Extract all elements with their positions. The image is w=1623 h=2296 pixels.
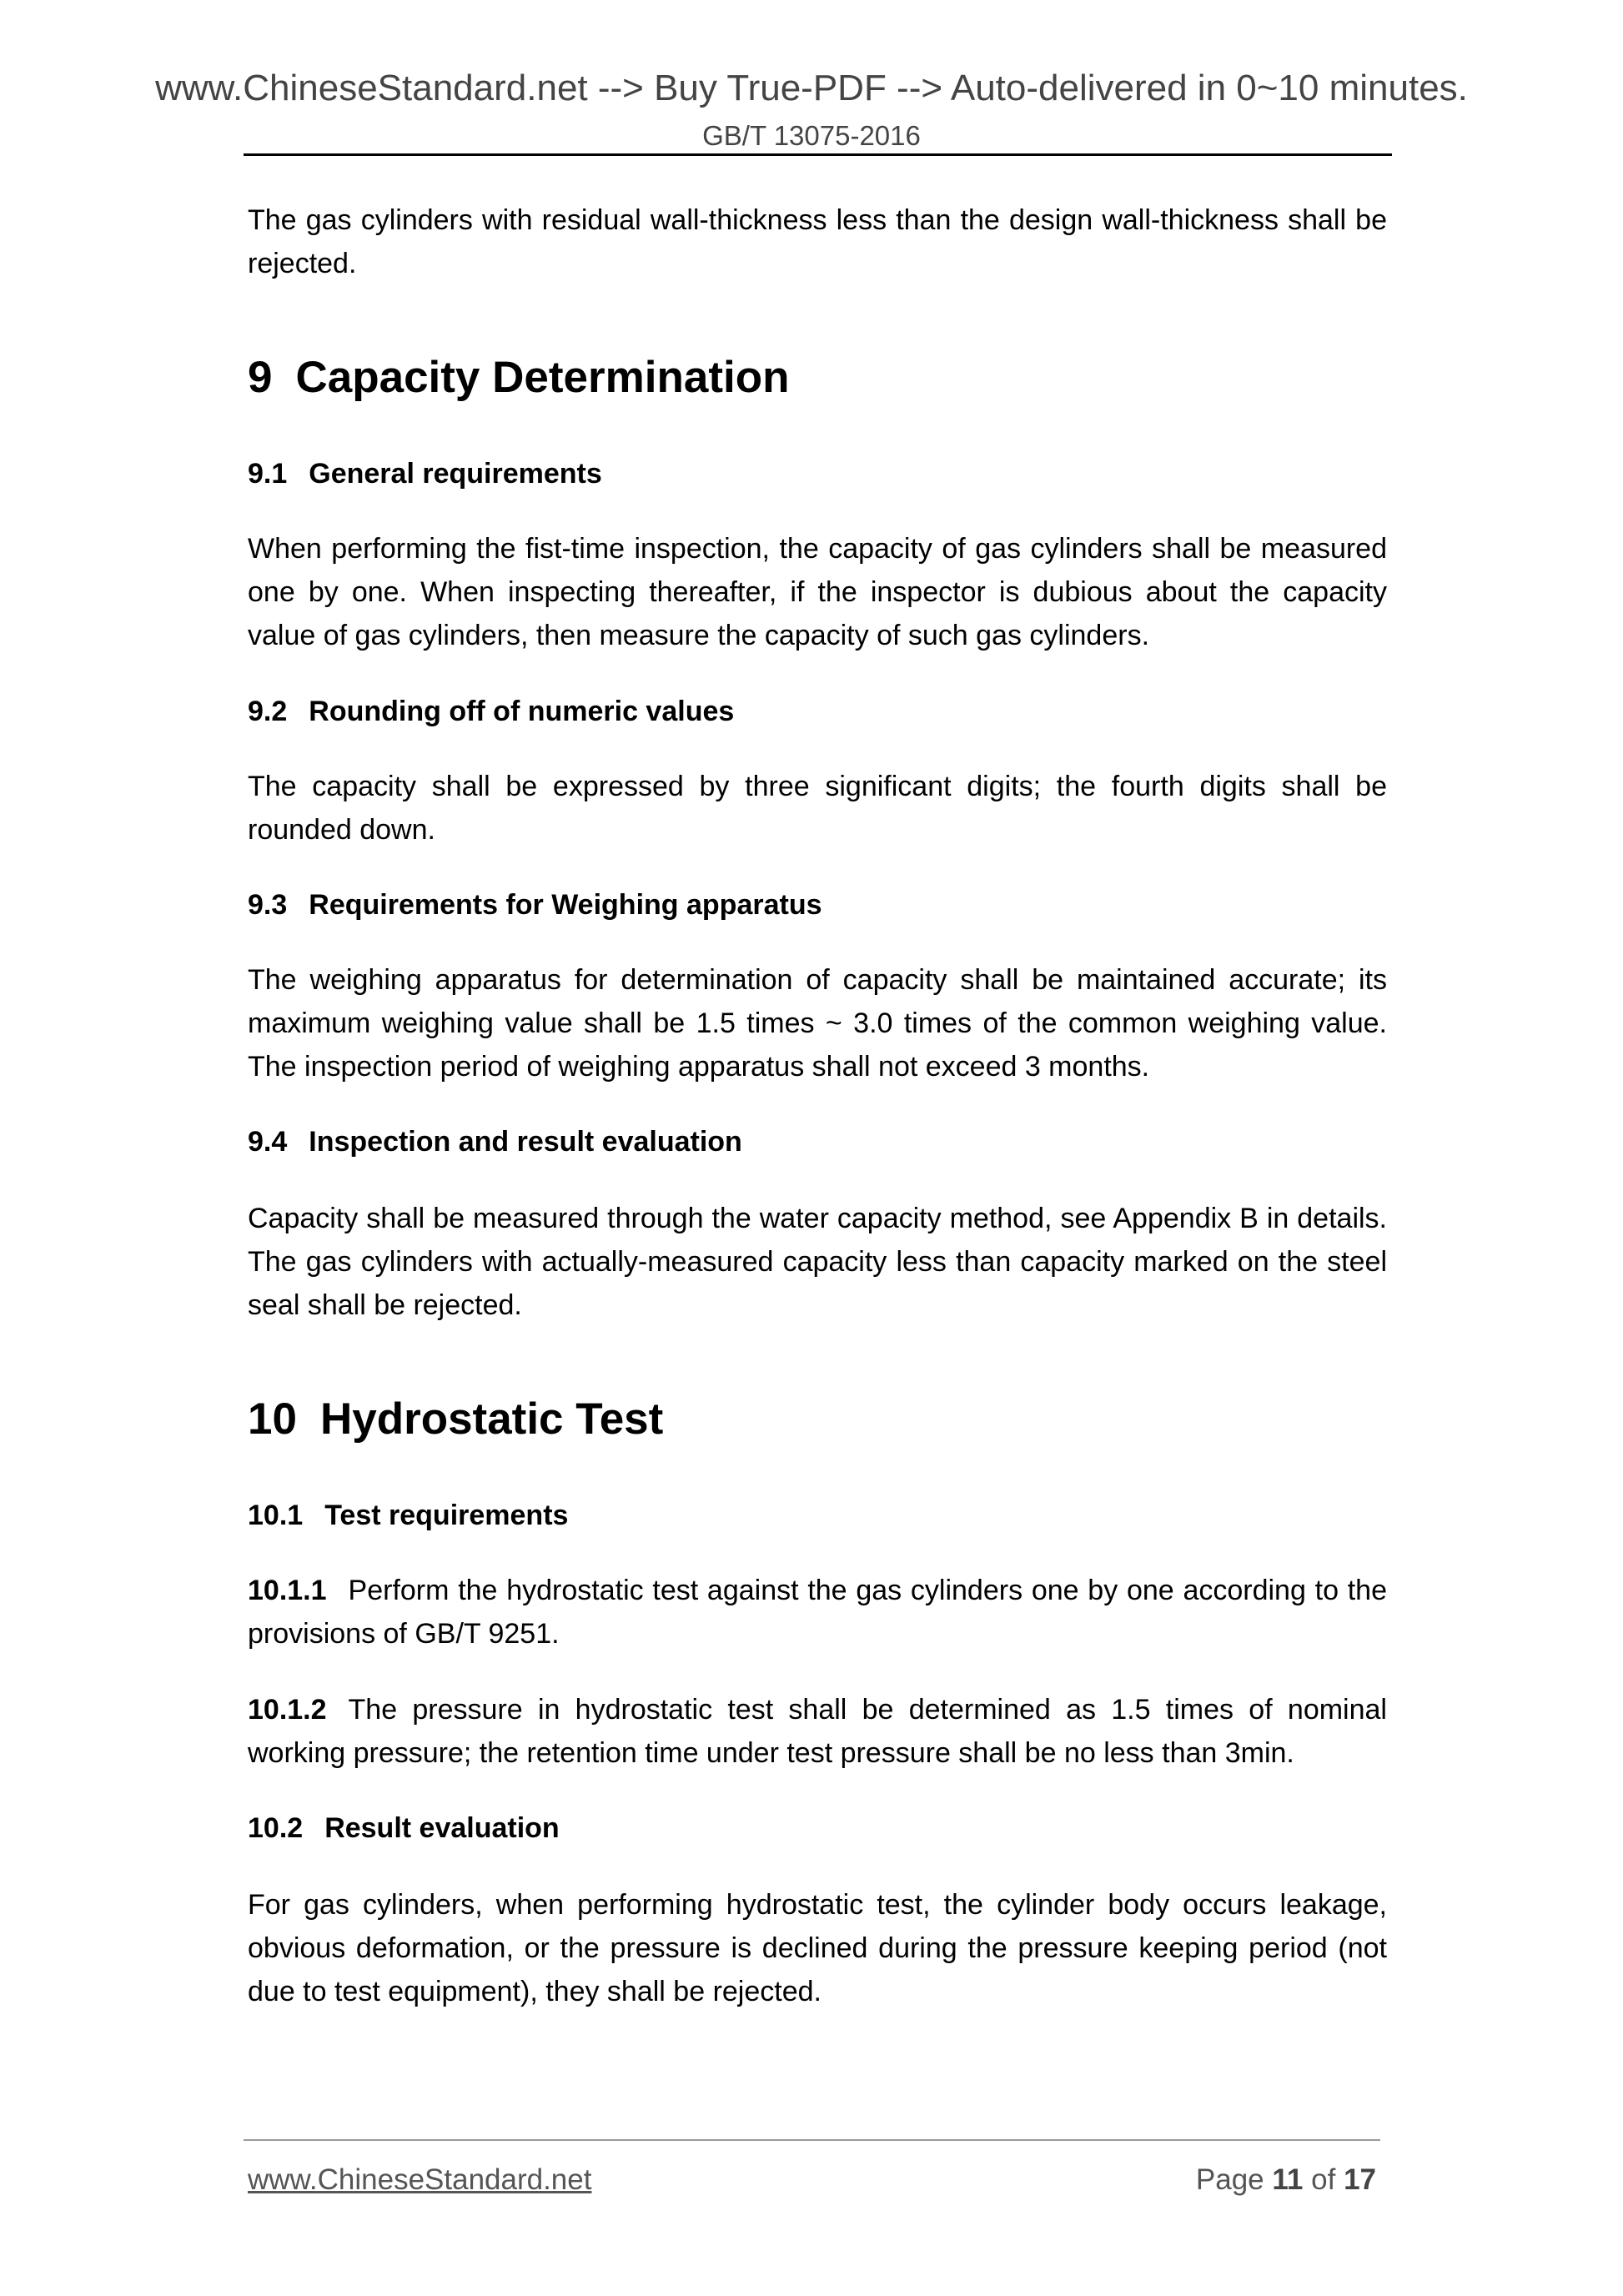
section-title: Hydrostatic Test bbox=[319, 1394, 664, 1444]
subsection-10-1-heading bbox=[248, 1497, 568, 1534]
subsection-number: 9.4 bbox=[248, 1126, 288, 1158]
section-number: 9 bbox=[248, 353, 273, 402]
clause-text: The pressure in hydrostatic test shall be determined as 1.5 times of nominal working pressure; the retention time under test pressure shall be no less than 3min. bbox=[248, 1694, 1387, 1769]
page-total: 17 bbox=[1344, 2163, 1376, 2196]
subsection-title: Result evaluation bbox=[324, 1812, 560, 1844]
subsection-title: General requirements bbox=[309, 458, 602, 490]
section-title: Capacity Determination bbox=[295, 353, 790, 402]
paragraph-10-2: For gas cylinders, when performing hydrostatic test, the cylinder body occurs leakage, obvious deformation, or the pressure is declined during the pressure keeping period (not due to test equipment), they shall be rejected. bbox=[248, 1889, 1387, 2007]
subsection-9-4-heading bbox=[248, 1123, 742, 1160]
intro-paragraph: The gas cylinders with residual wall-thickness less than the design wall-thickness shall be rejected. bbox=[248, 204, 1387, 279]
subsection-number: 10.2 bbox=[248, 1812, 304, 1844]
clause-10-1-1 bbox=[248, 1569, 1387, 1655]
header-banner: www.ChineseStandard.net --> Buy True-PDF --> Auto-delivered in 0~10 minutes. bbox=[155, 68, 1468, 108]
subsection-number: 9.1 bbox=[248, 458, 288, 490]
page-indicator bbox=[1196, 2162, 1376, 2198]
subsection-9-1-heading bbox=[248, 455, 602, 492]
page-of: of bbox=[1311, 2163, 1336, 2196]
subsection-title: Requirements for Weighing apparatus bbox=[309, 889, 822, 921]
subsection-number: 9.2 bbox=[248, 696, 288, 727]
subsection-title: Test requirements bbox=[324, 1500, 569, 1531]
clause-10-1-2 bbox=[248, 1688, 1387, 1775]
subsection-9-2-heading bbox=[248, 693, 734, 730]
section-10-heading bbox=[248, 1393, 663, 1446]
section-number: 10 bbox=[248, 1394, 297, 1444]
paragraph-9-4: Capacity shall be measured through the water capacity method, see Appendix B in details. The gas cylinders with actually-measured capacity less than capacity marked on the steel seal shall be rejected. bbox=[248, 1203, 1387, 1321]
paragraph-9-3: The weighing apparatus for determination of capacity shall be maintained accurate; its maximum weighing value shall be 1.5 times ~ 3.0 times of the common weighing value. The inspection period of weighing apparatus shall not exceed 3 months. bbox=[248, 964, 1387, 1083]
subsection-number: 9.3 bbox=[248, 889, 288, 921]
footer-divider bbox=[244, 2139, 1380, 2141]
page-label: Page bbox=[1195, 2163, 1264, 2196]
paragraph-9-2: The capacity shall be expressed by three significant digits; the fourth digits shall be rounded down. bbox=[248, 771, 1387, 846]
header-divider bbox=[244, 153, 1392, 156]
subsection-number: 10.1 bbox=[248, 1500, 304, 1531]
footer-website-link[interactable]: www.ChineseStandard.net bbox=[248, 2163, 592, 2196]
clause-text: Perform the hydrostatic test against the gas cylinders one by one according to the provisions of GB/T 9251. bbox=[248, 1575, 1387, 1650]
subsection-title: Rounding off of numeric values bbox=[309, 696, 735, 727]
subsection-10-2-heading bbox=[248, 1810, 560, 1846]
subsection-title: Inspection and result evaluation bbox=[309, 1126, 742, 1158]
page-current: 11 bbox=[1272, 2163, 1304, 2196]
standard-id: GB/T 13075-2016 bbox=[702, 120, 921, 151]
clause-number: 10.1.1 bbox=[248, 1575, 327, 1606]
clause-number: 10.1.2 bbox=[248, 1694, 327, 1726]
section-9-heading bbox=[248, 351, 789, 404]
subsection-9-3-heading bbox=[248, 887, 822, 923]
paragraph-9-1: When performing the fist-time inspection, the capacity of gas cylinders shall be measured one by one. When inspecting thereafter, if the inspector is dubious about the capacity value of gas cylinders, then measure the capacity of such gas cylinders. bbox=[248, 533, 1387, 651]
